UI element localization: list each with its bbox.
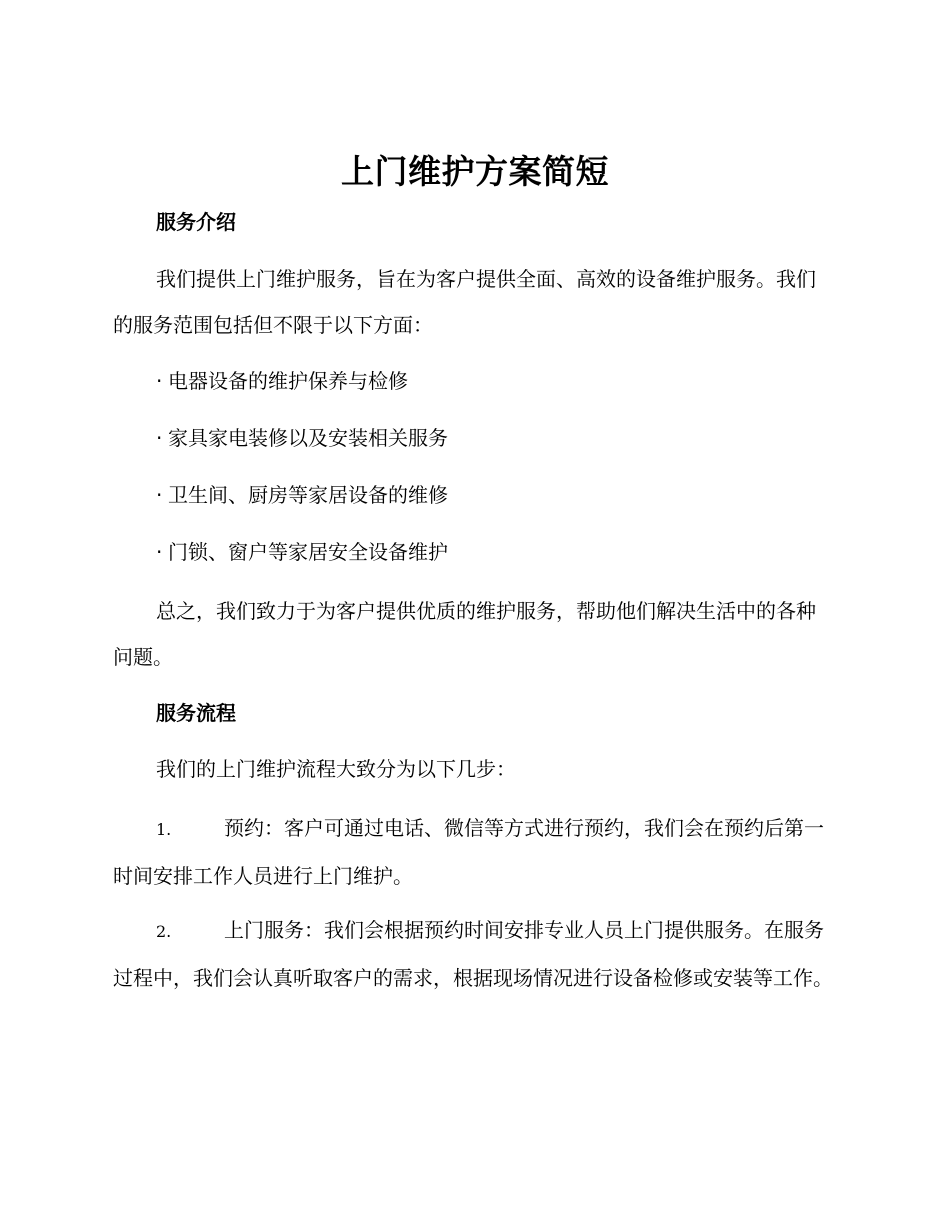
bullet-marker: · [156,426,163,450]
step-text: 上门服务：我们会根据预约时间安排专业人员上门提供服务。在服务过程中，我们会认真听取客户的需求，根据现场情况进行设备检修或安装等工作。 [113,918,833,990]
step-number: 1. [156,820,172,839]
bullet-marker: · [156,540,163,564]
bullet-marker: · [156,369,163,393]
process-step [113,805,833,899]
process-step [113,907,833,1001]
section-heading-service-intro: 服务介绍 [156,210,236,234]
bullet-text: 电器设备的维护保养与检修 [168,369,408,393]
service-process-intro: 我们的上门维护流程大致分为以下几步： [156,757,516,781]
bullet-marker: · [156,483,163,507]
bullet-text: 家具家电装修以及安装相关服务 [168,426,448,450]
bullet-text: 门锁、窗户等家居安全设备维护 [168,540,448,564]
bullet-item [156,423,448,453]
service-intro-paragraph: 我们提供上门维护服务，旨在为客户提供全面、高效的设备维护服务。我们的服务范围包括但不限于以下方面： [113,267,816,337]
bullet-item [156,366,408,396]
bullet-item [156,537,448,567]
bullet-item [156,480,448,510]
bullet-text: 卫生间、厨房等家居设备的维修 [168,483,448,507]
service-conclusion-paragraph: 总之，我们致力于为客户提供优质的维护服务，帮助他们解决生活中的各种问题。 [113,599,816,669]
document-title: 上门维护方案简短 [341,152,609,191]
section-heading-service-process: 服务流程 [156,701,236,725]
step-number: 2. [156,922,172,941]
step-text: 预约：客户可通过电话、微信等方式进行预约，我们会在预约后第一时间安排工作人员进行上门维护。 [113,816,824,888]
